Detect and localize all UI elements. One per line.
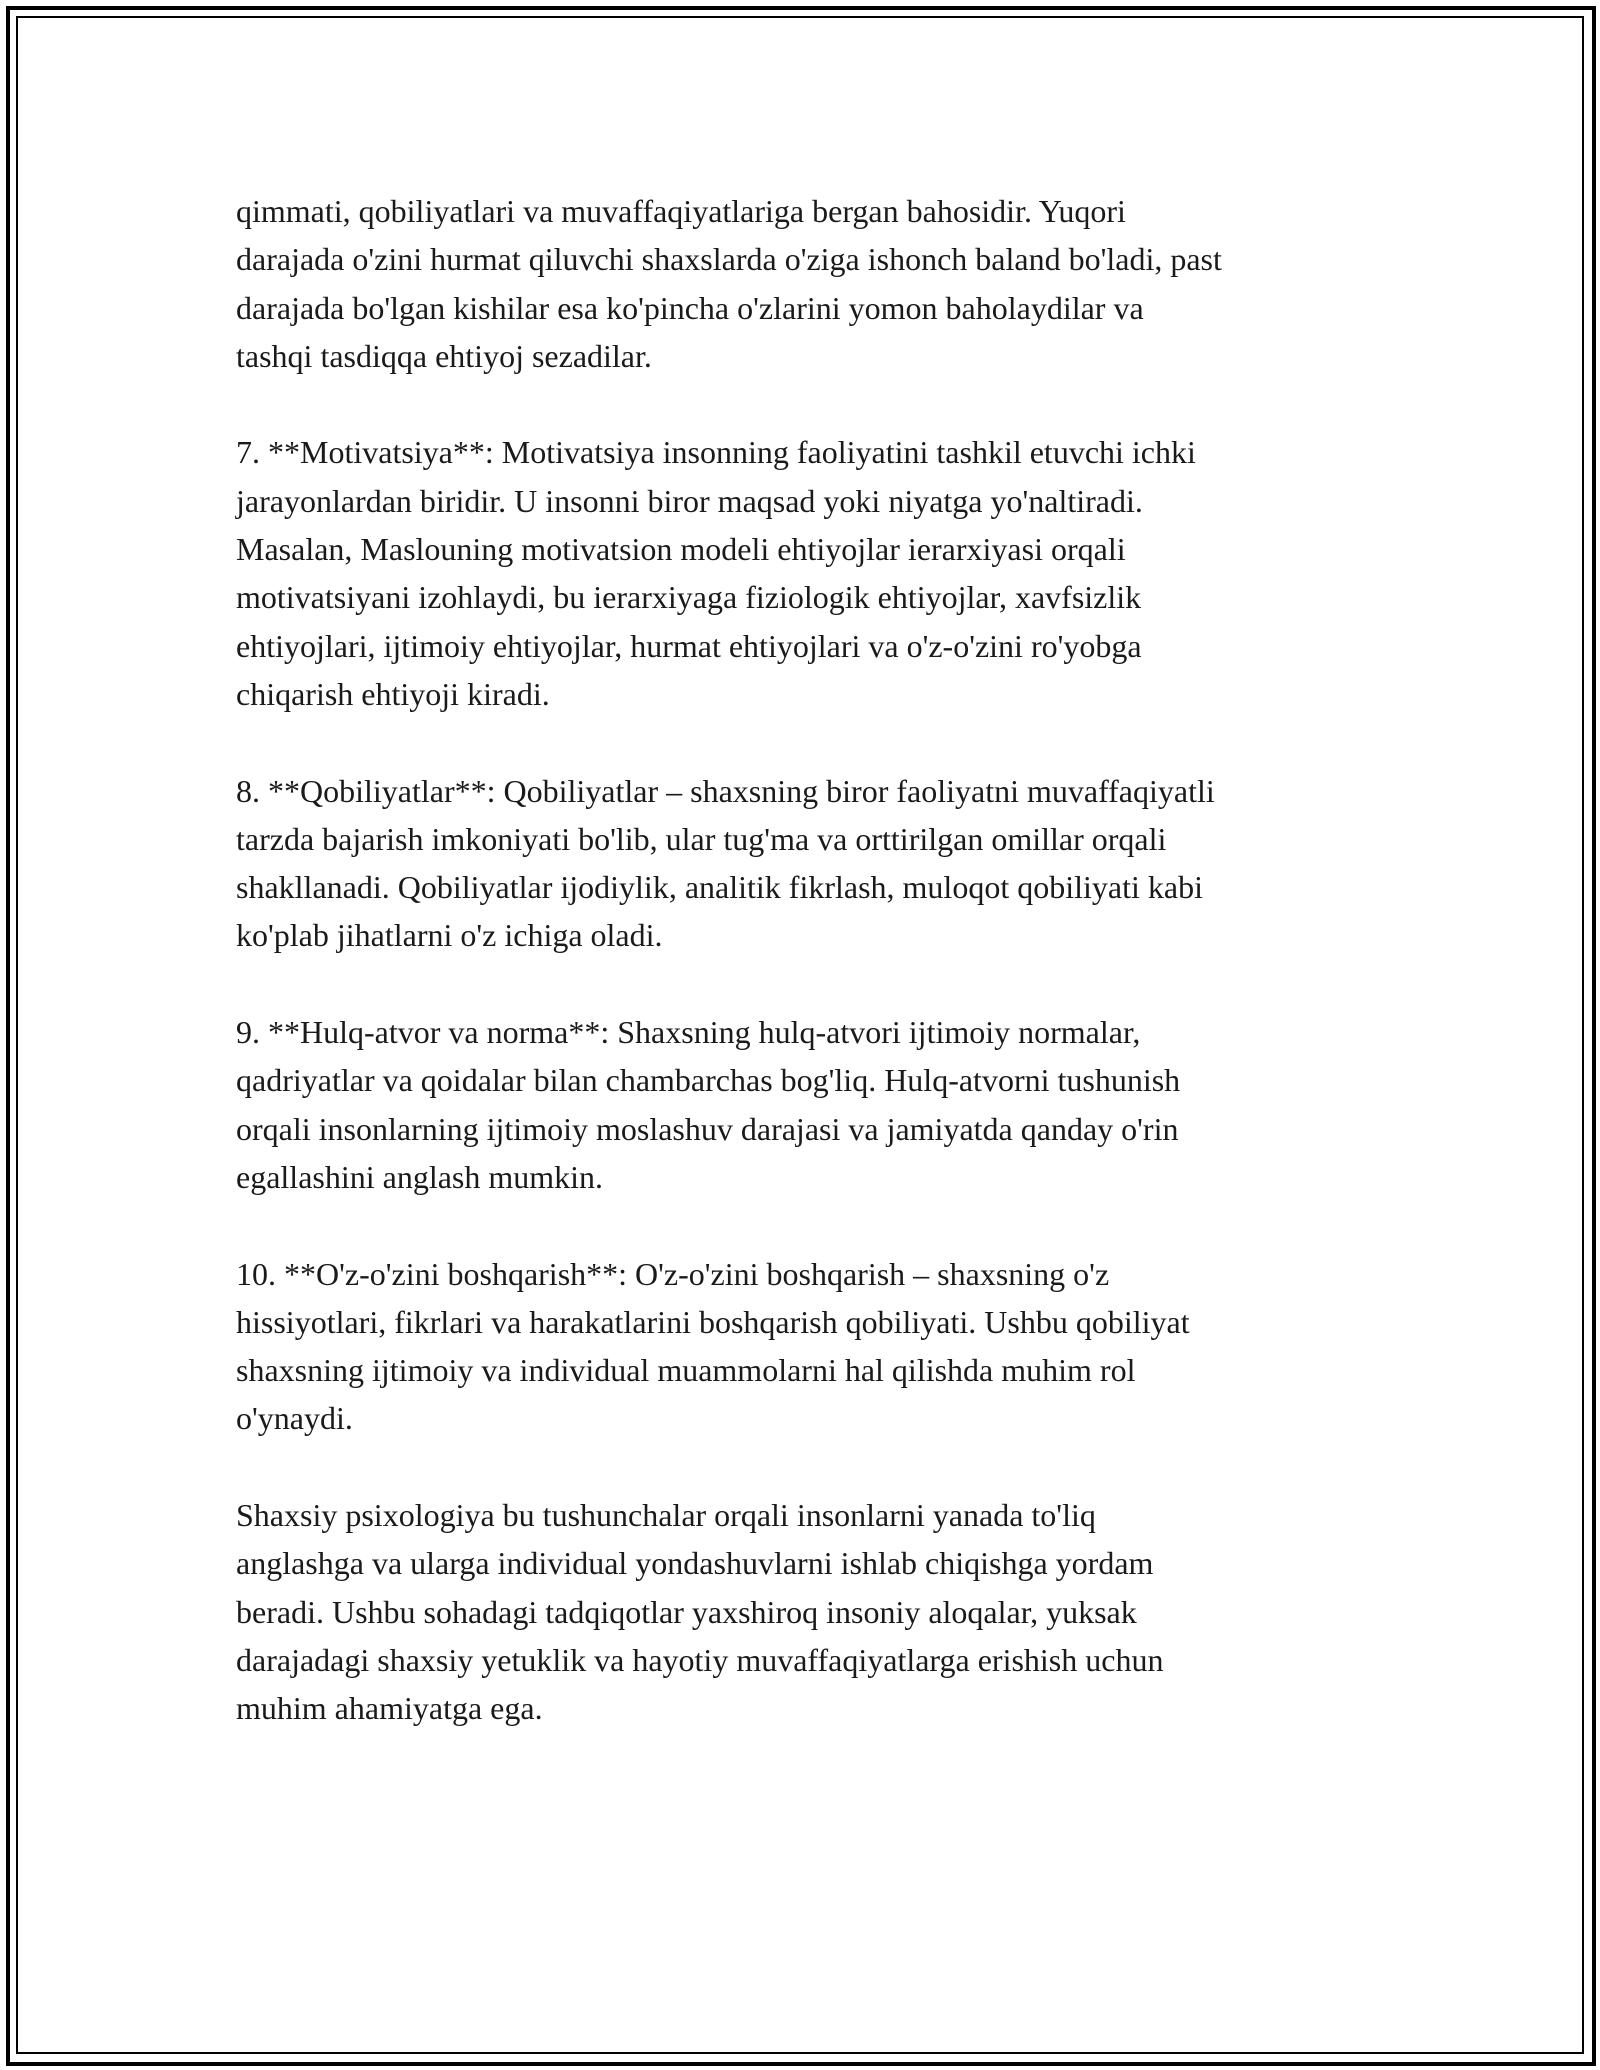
text-line: ko'plab jihatlarni o'z ichiga oladi. <box>236 917 663 954</box>
paragraph-abilities <box>236 767 1396 960</box>
text-line: Masalan, Maslouning motivatsion modeli ehtiyojlar ierarxiyasi orqali <box>236 531 1126 568</box>
text-line: qadriyatlar va qoidalar bilan chambarchas bog'liq. Hulq-atvorni tushunish <box>236 1062 1181 1099</box>
text-line: anglashga va ularga individual yondashuvlarni ishlab chiqishga yordam <box>236 1545 1154 1582</box>
paragraph-self-regulation <box>236 1250 1396 1443</box>
text-line: tashqi tasdiqqa ehtiyoj sezadilar. <box>236 337 652 374</box>
paragraph-motivation <box>236 428 1396 718</box>
text-line: beradi. Ushbu sohadagi tadqiqotlar yaxshiroq insoniy aloqalar, yuksak <box>236 1593 1137 1630</box>
paragraph-self-esteem-continued <box>236 187 1396 380</box>
text-line: shakllanadi. Qobiliyatlar ijodiylik, analitik fikrlash, muloqot qobiliyati kabi <box>236 869 1203 906</box>
text-line: jarayonlardan biridir. U insonni biror maqsad yoki niyatga yo'naltiradi. <box>236 482 1143 519</box>
text-line: 9. **Hulq-atvor va norma**: Shaxsning hulq-atvori ijtimoiy normalar, <box>236 1014 1141 1051</box>
text-line: egallashini anglash mumkin. <box>236 1158 604 1195</box>
text-line: darajada o'zini hurmat qiluvchi shaxslarda o'ziga ishonch baland bo'ladi, past <box>236 241 1222 278</box>
text-line: orqali insonlarning ijtimoiy moslashuv darajasi va jamiyatda qanday o'rin <box>236 1110 1179 1147</box>
text-line: darajadagi shaxsiy yetuklik va hayotiy muvaffaqiyatlarga erishish uchun <box>236 1641 1164 1678</box>
text-line: o'ynaydi. <box>236 1400 353 1437</box>
text-line: muhim ahamiyatga ega. <box>236 1690 543 1727</box>
text-line: shaxsning ijtimoiy va individual muammolarni hal qilishda muhim rol <box>236 1352 1136 1389</box>
text-line: 7. **Motivatsiya**: Motivatsiya insonning faoliyatini tashkil etuvchi ichki <box>236 434 1196 471</box>
paragraph-conclusion <box>236 1491 1396 1732</box>
text-line: motivatsiyani izohlaydi, bu ierarxiyaga fiziologik ehtiyojlar, xavfsizlik <box>236 579 1142 616</box>
text-line: Shaxsiy psixologiya bu tushunchalar orqali insonlarni yanada to'liq <box>236 1497 1096 1534</box>
text-line: darajada bo'lgan kishilar esa ko'pincha o'zlarini yomon baholaydilar va <box>236 289 1144 326</box>
text-line: 10. **O'z-o'zini boshqarish**: O'z-o'zini boshqarish – shaxsning o'z <box>236 1255 1110 1292</box>
document-body <box>236 187 1396 1781</box>
text-line: ehtiyojlari, ijtimoiy ehtiyojlar, hurmat ehtiyojlari va o'z-o'zini ro'yobga <box>236 627 1142 664</box>
text-line: 8. **Qobiliyatlar**: Qobiliyatlar – shaxsning biror faoliyatni muvaffaqiyatli <box>236 772 1215 809</box>
text-line: chiqarish ehtiyoji kiradi. <box>236 675 550 712</box>
text-line: hissiyotlari, fikrlari va harakatlarini boshqarish qobiliyati. Ushbu qobiliyat <box>236 1303 1190 1340</box>
text-line: qimmati, qobiliyatlari va muvaffaqiyatlariga bergan bahosidir. Yuqori <box>236 193 1126 229</box>
paragraph-behavior-norms <box>236 1008 1396 1201</box>
text-line: tarzda bajarish imkoniyati bo'lib, ular tug'ma va orttirilgan omillar orqali <box>236 820 1167 857</box>
